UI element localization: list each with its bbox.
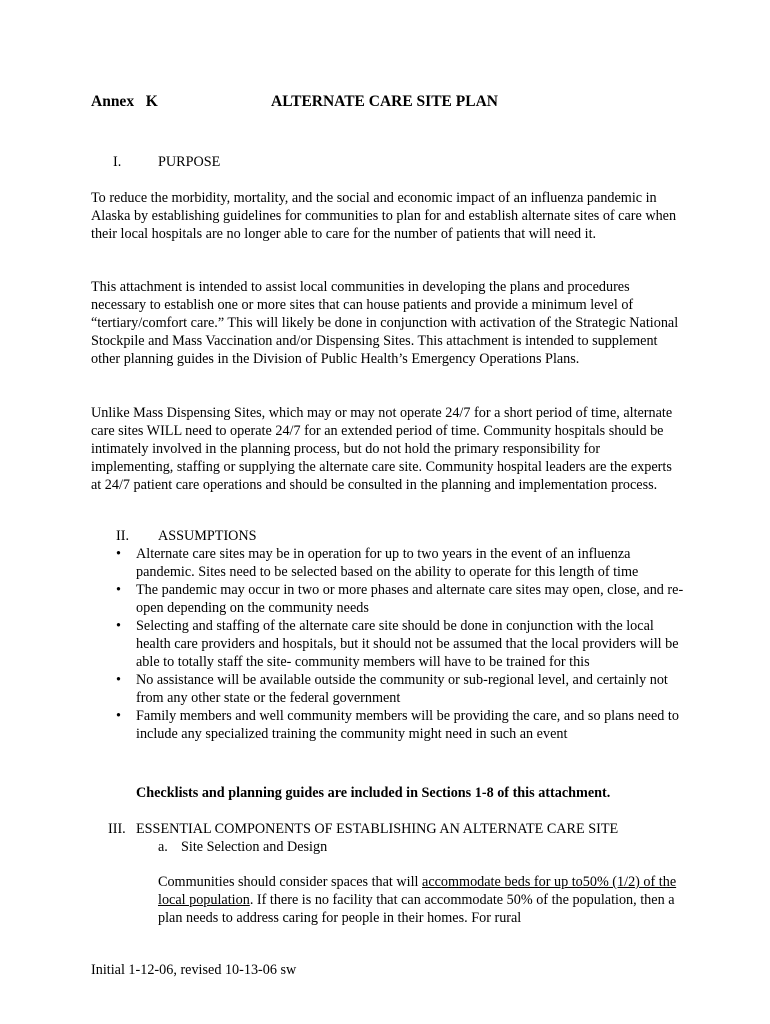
subsection-title: Site Selection and Design [181,839,328,855]
list-item-text: Family members and well community members will be providing the care, and so plans need to include any specialized training the community might need in such an event [136,708,679,742]
list-item [116,707,686,743]
purpose-heading [113,153,221,171]
purpose-paragraph-3: Unlike Mass Dispensing Sites, which may or may not operate 24/7 for a short period of time, alternate care sites WILL need to operate 24/7 for an extended period of time. Community hospitals should be intimately involved in the planning process, but do not hold the primary responsibility for implementing, staffing or supplying the alternate care site. Community hospital leaders are the experts at 24/7 patient care operations and should be consulted in the planning and implementation process. [91,405,673,493]
site-selection-text-rest: . If there is no facility that can accommodate 50% of the population, then a plan needs to address caring for people in their homes. For rural [158,892,675,926]
assumptions-heading [116,527,257,545]
assumptions-title: ASSUMPTIONS [158,528,257,544]
essential-numeral: III. [108,821,126,837]
list-item-text: Alternate care sites may be in operation for up to two years in the event of an influenza pandemic. Sites need to be selected based on the ability to operate for this length of time [136,546,639,580]
list-item [116,545,686,581]
list-item [116,617,686,671]
annex-label: Annex K [91,93,158,110]
list-item [116,671,686,707]
purpose-numeral: I. [113,154,122,170]
site-selection-subheading [158,838,328,856]
assumptions-list [116,545,686,743]
list-item [116,581,686,617]
list-item-text: Selecting and staffing of the alternate care site should be done in conjunction with the local health care providers and hospitals, but it should not be assumed that the local providers will be able to totally staff the site- community members will have to be trained for this [136,618,679,670]
purpose-paragraph-2: This attachment is intended to assist local communities in developing the plans and procedures necessary to establish one or more sites that can house patients and provide a minimum level of “tertiary/comfort care.” This will likely be done in conjunction with activation of the Strategic National Stockpile and Mass Vaccination and/or Dispensing Sites. This attachment is intended to supplement other planning guides in the Division of Public Health’s Emergency Operations Plans. [91,279,679,367]
bullet-icon: • [116,618,121,634]
essential-heading [108,820,619,838]
site-selection-underlined-text: accommodate beds for up to50% (1/2) of the local population [158,874,677,908]
document-title: ALTERNATE CARE SITE PLAN [271,93,498,110]
bullet-icon: • [116,708,121,724]
assumptions-numeral: II. [116,528,129,544]
checklist-note: Checklists and planning guides are included in Sections 1-8 of this attachment. [136,785,611,801]
purpose-paragraph-1: To reduce the morbidity, mortality, and the social and economic impact of an influenza pandemic in Alaska by establishing guidelines for communities to plan for and establish alternate sites of care when their local hospitals are no longer able to care for the number of patients that will need it. [91,190,677,242]
list-item-text: The pandemic may occur in two or more phases and alternate care sites may open, close, and re-open depending on the community needs [136,582,684,616]
bullet-icon: • [116,672,121,688]
essential-title: ESSENTIAL COMPONENTS OF ESTABLISHING AN ALTERNATE CARE SITE [136,821,619,837]
bullet-icon: • [116,546,121,562]
page-footer: Initial 1-12-06, revised 10-13-06 sw [91,962,297,978]
bullet-icon: • [116,582,121,598]
purpose-title: PURPOSE [158,154,221,170]
site-selection-paragraph [158,873,680,927]
list-item-text: No assistance will be available outside the community or sub-regional level, and certainly not from any other state or the federal government [136,672,668,706]
site-selection-text-start: Communities should consider spaces that will [158,874,423,890]
subsection-letter: a. [158,839,168,855]
